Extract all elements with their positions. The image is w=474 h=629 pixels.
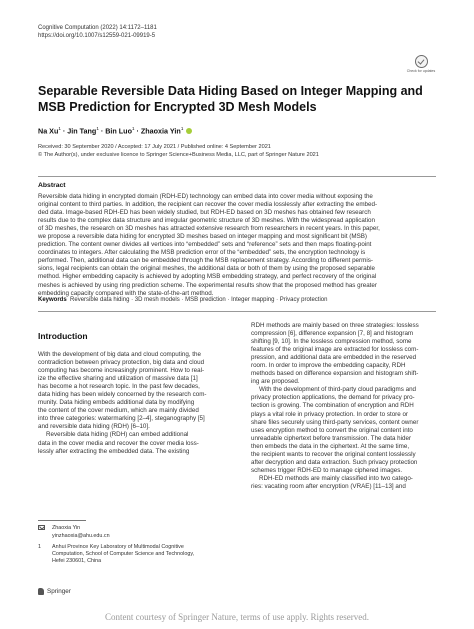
text-line: after decryption and data extraction. Such privacy protection — [251, 458, 418, 466]
divider — [38, 311, 436, 312]
affiliation-line: Anhui Province Key Laboratory of Multimodal Cognitive — [52, 543, 184, 550]
author-name[interactable]: Zhaoxia Yin — [140, 126, 181, 136]
text-line: the content of the cover medium, which are mainly divided — [38, 407, 199, 415]
publisher-name: Springer — [47, 588, 71, 595]
author-name[interactable]: Jin Tang — [67, 126, 97, 136]
affiliation-line: Computation, School of Computer Science and Technology, — [52, 550, 195, 557]
text-line: data hiding has been widely concerned by the research com- — [38, 391, 207, 399]
author-name[interactable]: Na Xu — [38, 126, 59, 136]
abstract-line: Reversible data hiding in encrypted domain (RDH-ED) technology can embed data into cover media without exposing the — [38, 193, 373, 200]
footnote — [38, 525, 230, 565]
check-for-updates-badge[interactable] — [406, 55, 436, 79]
text-line: share files securely using third-party services, content owner — [251, 418, 419, 426]
affiliation-number: 1 — [38, 543, 41, 550]
text-line: ize the effective sharing and utilization of massive data [1] — [38, 375, 198, 383]
divider — [38, 176, 436, 177]
text-line: lessly after extracting the embedded data. The existing — [38, 447, 190, 455]
text-line: RDH-ED methods are mainly classified into two catego- — [259, 474, 413, 482]
abstract-line: meshes is achieved by using ring prediction scheme. The experimental results show that the proposed method has greater — [38, 281, 377, 289]
abstract-line: ded data. Image-based RDH-ED has been widely studied, but RDH-ED based on 3D meshes has obtained few research — [38, 209, 371, 217]
envelope-icon — [38, 525, 45, 530]
text-line: room. In order to improve the embedding capacity, RDH — [251, 362, 406, 370]
abstract-line: of 3D meshes, the research on 3D meshes has attracted extensive research from researchers in recent years. In this paper, — [38, 225, 380, 233]
springer-horse-icon — [38, 588, 44, 595]
abstract-line: coordinates to integers. After calculating the MSB prediction error of the “embedded” sets, the encryption technology is — [38, 249, 366, 257]
author-name[interactable]: Bin Luo — [105, 126, 132, 136]
text-line: schemes trigger RDH-ED to manage ciphered images. — [251, 466, 403, 474]
journal-citation: Cognitive Computation (2022) 14:1172–1181 — [38, 25, 157, 31]
text-line: into three categories: watermarking [2–4], steganography [5] — [38, 415, 205, 423]
left-column — [38, 351, 230, 456]
text-line: plays a vital role in privacy protection. In order to store or — [251, 410, 409, 418]
article-title: Separable Reversible Data Hiding Based on Integer Mapping and MSB Prediction for Encrypted 3D Mesh Models — [38, 84, 423, 114]
text-line: tection is growing. The combination of encryption and RDH — [251, 402, 414, 410]
text-line: With the development of third-party cloud paradigms and — [259, 386, 417, 394]
text-line: computing has become increasingly prominent. How to real- — [38, 367, 205, 375]
copyright-line: © The Author(s), under exclusive licence to Springer Science+Business Media, LLC, part of Springer Nature 2021 — [38, 151, 319, 158]
text-line: compression [6], difference expansion [7, 8] and histogram — [251, 330, 414, 338]
affiliation — [38, 544, 230, 565]
keywords — [38, 297, 436, 303]
keywords-text: Reversible data hiding · 3D mesh models · MSB prediction · Integer mapping · Privacy protection — [70, 297, 328, 303]
paragraph — [251, 322, 441, 386]
abstract-text — [38, 193, 436, 298]
check-updates-label: Check for updates — [406, 69, 436, 73]
abstract-line: original content to third parties. In addition, the recipient can recover the cover media losslessly after extracting the embed- — [38, 201, 378, 209]
text-line: privacy protection applications, the demand for privacy pro- — [251, 394, 415, 402]
check-updates-icon — [415, 55, 428, 68]
text-line: uses encryption method to convert the original content into — [251, 426, 413, 434]
text-line: ries: vacating room after encryption (VRAE) [11–13] and — [251, 482, 406, 490]
corresponding-email-row — [38, 533, 230, 540]
footnote-divider — [38, 520, 86, 521]
text-line: With the development of big data and cloud computing, the — [38, 351, 201, 358]
text-line: shifting [9, 10]. In the lossless compression method, some — [251, 338, 412, 346]
text-line: and reversible data hiding (RDH) [6–10]. — [38, 423, 150, 431]
right-column — [251, 322, 441, 491]
paragraph — [251, 386, 441, 475]
text-line: then embeds the data in the ciphertext. At the same time, — [251, 442, 410, 450]
corresponding-author-name: Zhaoxia Yin — [52, 525, 81, 531]
courtesy-watermark: Content courtesy of Springer Nature, terms of use apply. Rights reserved. — [104, 612, 370, 622]
abstract-line: sions, legal recipients can obtain the original meshes, the additional data or both of them by using the proposed separable — [38, 265, 376, 273]
abstract-line: we propose a reversible data hiding for encrypted 3D meshes based on integer mapping and most significant bit (MSB) — [38, 233, 367, 241]
text-line: contradiction between privacy protection, big data and cloud — [38, 359, 205, 367]
text-line: methods based on difference expansion and histogram shift- — [251, 370, 419, 378]
abstract-line: method. Higher embedding capacity is achieved by adopting MSB embedding strategy, and perfect recovery of the original — [38, 273, 377, 281]
affiliation-line: Hefei 230601, China — [52, 557, 102, 564]
text-line: unreadable ciphertext before transmission. The data hider — [251, 434, 412, 442]
author-list: Na $Xu^1$ · Jin Tang$^1$ · Bin Luo$^1$ · Zhaoxia Yin$^1$ — [38, 126, 192, 135]
author-affil-mark: 1 — [180, 126, 184, 131]
orcid-icon[interactable] — [186, 128, 192, 134]
corresponding-author — [38, 525, 230, 533]
publication-dates — [38, 144, 319, 159]
dates-line: Received: 30 September 2020 / Accepted: 17 July 2021 / Published online: 4 September 2021 — [38, 144, 271, 150]
author-affil-mark: 1 — [96, 126, 99, 131]
text-line: munity. Data hiding embeds additional data by modifying — [38, 399, 195, 407]
text-line: data in the cover media and recover the cover media loss- — [38, 439, 199, 447]
text-line: ing are proposed. — [251, 378, 300, 386]
publisher-logo — [38, 588, 71, 595]
doi-link[interactable]: https://doi.org/10.1007/s12559-021-09919-5 — [38, 33, 156, 39]
paragraph — [38, 431, 230, 455]
abstract-line: embedding capacity compared with the state-of-the-art method. — [38, 289, 214, 297]
text-line: has become a hot research topic. In the past few decades, — [38, 383, 200, 391]
paragraph — [38, 351, 230, 431]
abstract-line: prediction. The content owner divides all vertices into “embedded” sets and “reference” sets and then maps floating-point — [38, 241, 372, 249]
author-affil-mark: 1 — [131, 126, 135, 131]
abstract-line: performed. Then, additional data can be embedded through the MSB replacement strategy. According to different permis- — [38, 257, 373, 265]
text-line: Reversible data hiding (RDH) can embed additional — [46, 431, 189, 439]
text-line: features of the original image are extracted for lossless com- — [251, 346, 419, 354]
author-affil-mark: 1 — [58, 126, 61, 131]
abstract-heading: Abstract — [38, 182, 66, 189]
journal-info — [38, 24, 157, 40]
text-line: RDH methods are mainly based on three strategies: lossless — [251, 322, 419, 329]
text-line: pression, and additional data are embedded in the reserved — [251, 354, 417, 362]
keywords-label: Keywords — [38, 297, 67, 303]
corresponding-email[interactable]: yinzhaoxia@ahu.edu.cn — [52, 532, 110, 539]
text-line: the recipient wants to recover the original content losslessly — [251, 450, 416, 458]
paragraph — [251, 475, 441, 491]
abstract-line: results due to the complex data structure and irregular geometric structure of 3D meshes. With the widespread application — [38, 217, 375, 225]
introduction-heading: Introduction — [38, 331, 88, 341]
